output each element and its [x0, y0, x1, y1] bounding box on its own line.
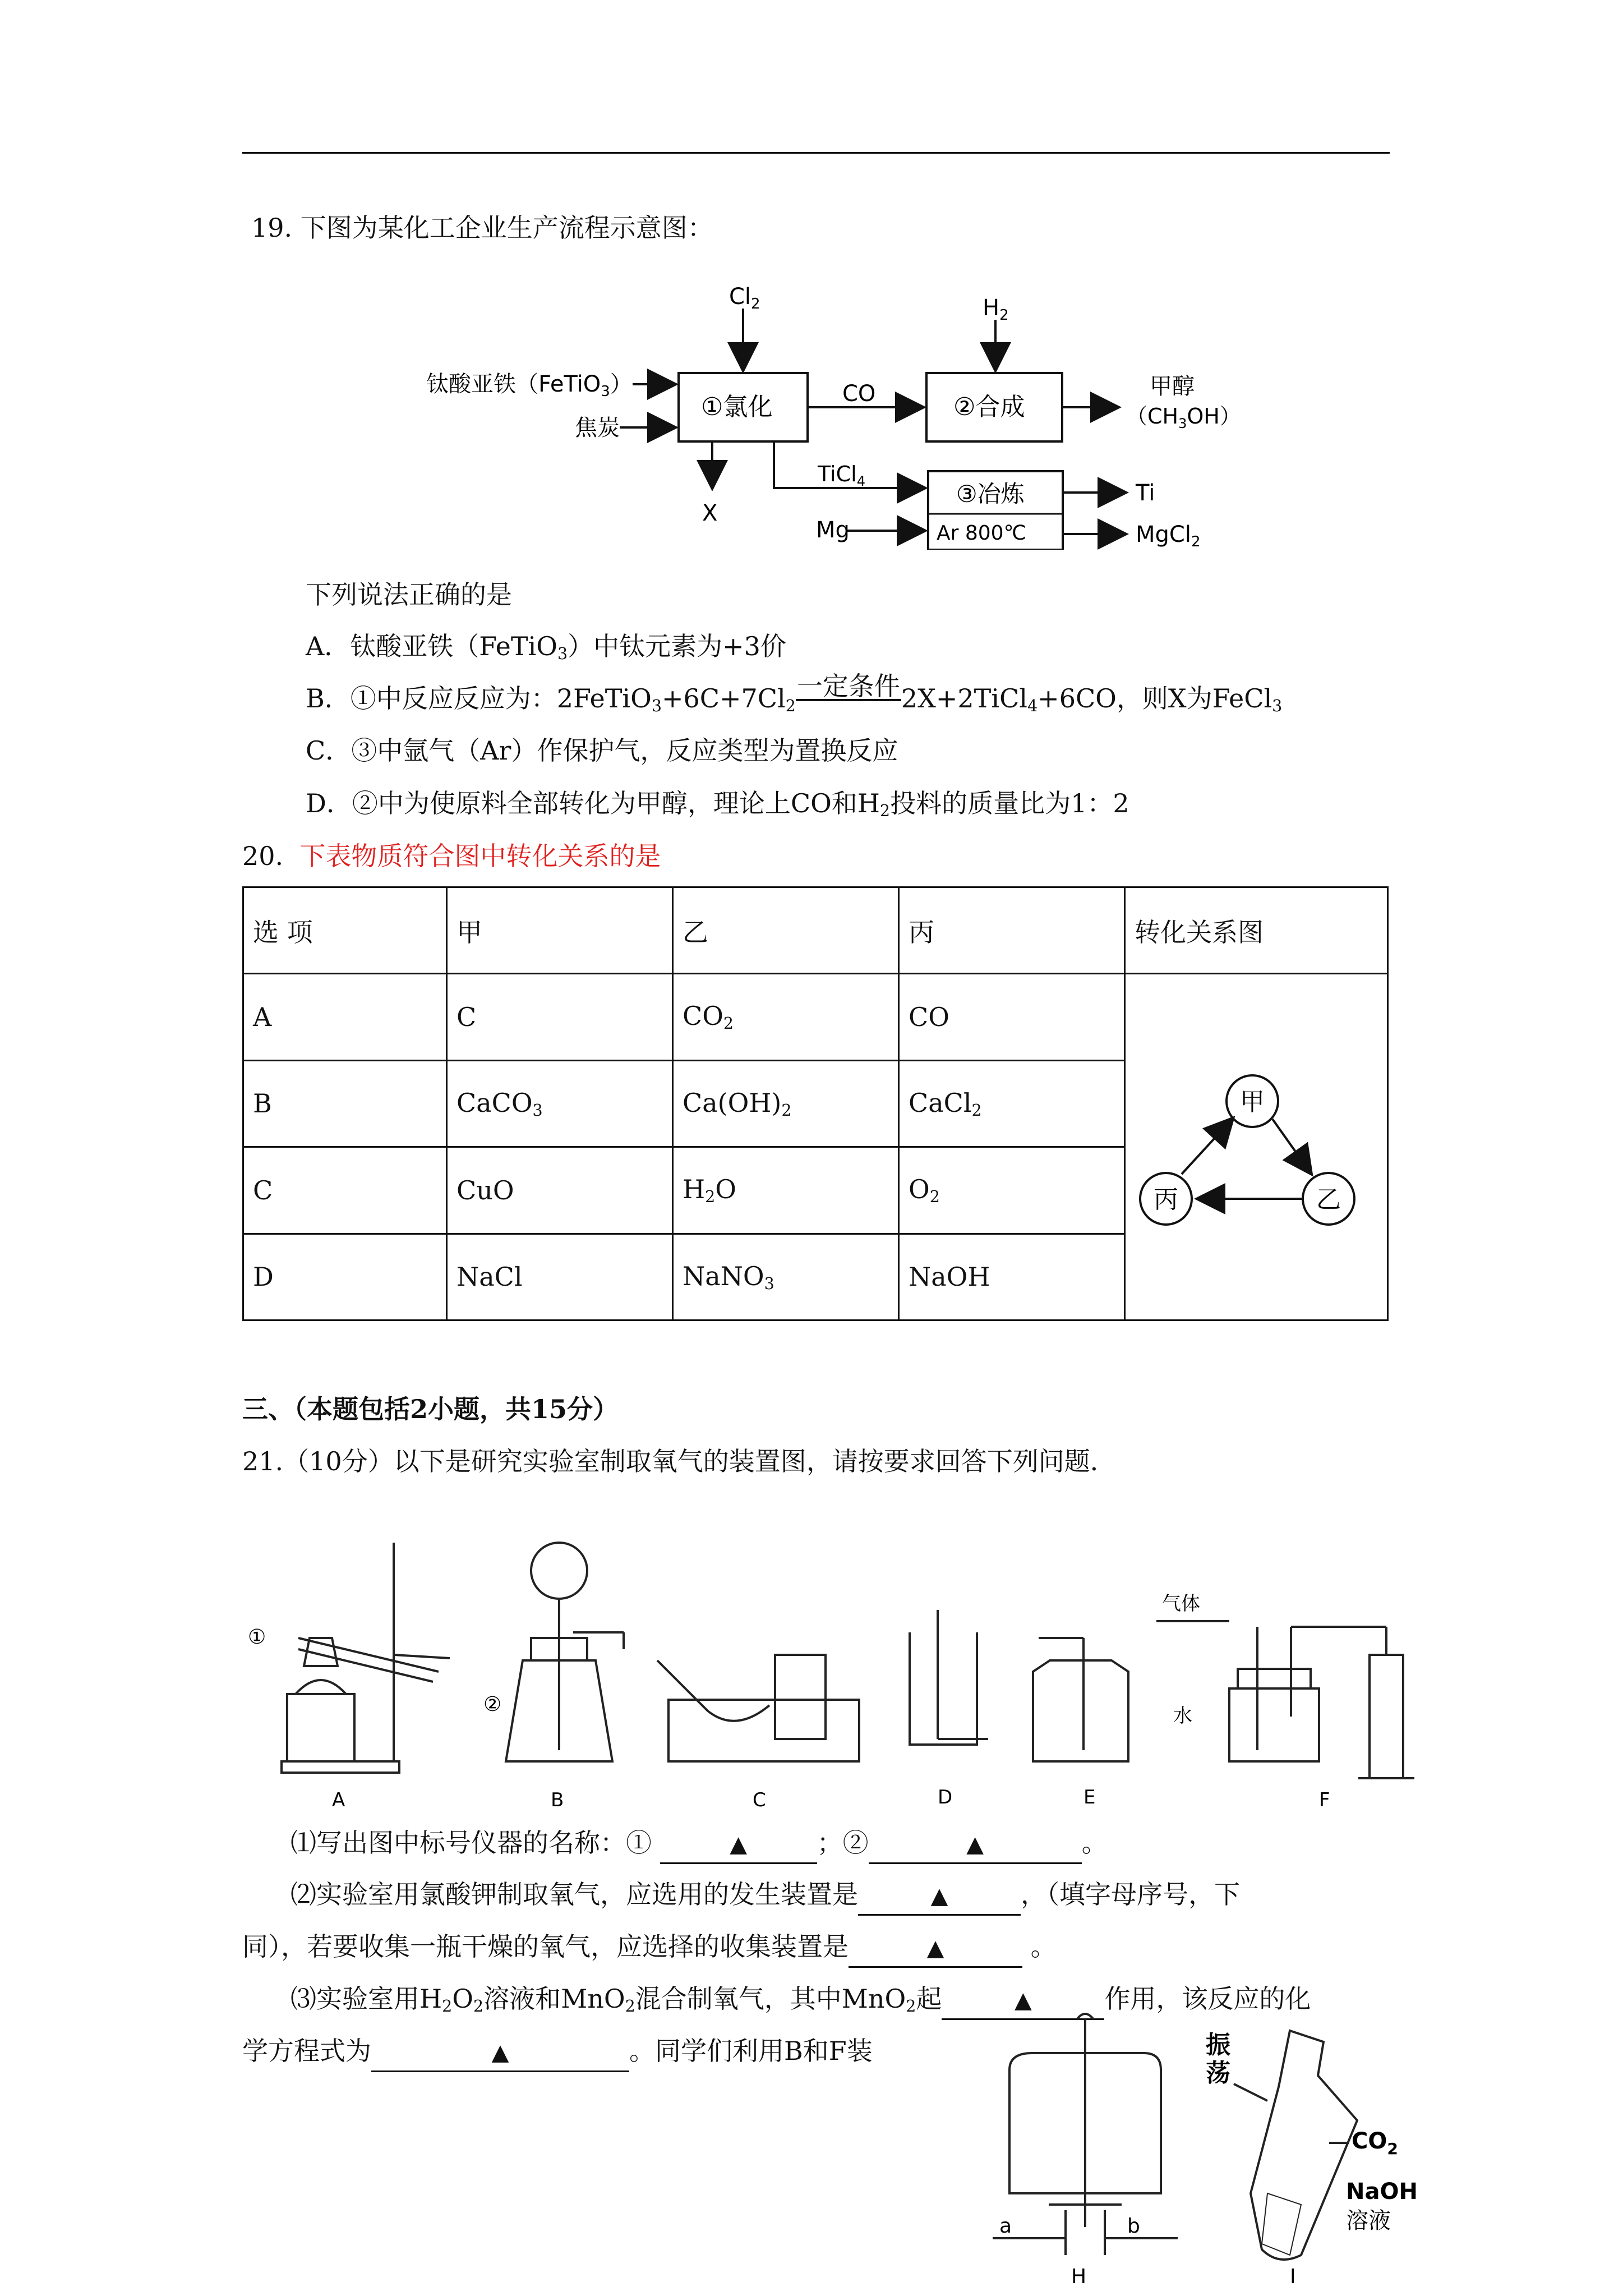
svg-text:C: C	[753, 1789, 766, 1811]
svg-text:A: A	[332, 1789, 345, 1811]
cell: $H_2O$	[673, 1147, 899, 1234]
header-yi: 乙	[673, 887, 899, 974]
svg-text:振: 振	[1206, 2031, 1230, 2059]
svg-text:I: I	[1290, 2265, 1296, 2288]
svg-text:Cl2: $Cl_2$	[729, 284, 760, 312]
svg-text:NaOH: NaOH	[1346, 2179, 1418, 2205]
svg-text:甲醇: 甲醇	[1150, 374, 1195, 399]
cell: CaCl$_2$	[899, 1060, 1125, 1147]
svg-text:H2: $H_2$	[983, 295, 1009, 324]
q21-sub3-line2: 学方程式为 ▲ 。同学们利用B和F装	[242, 2033, 873, 2072]
svg-text:Ti: Ti	[1136, 480, 1155, 506]
header-diagram: 转化关系图	[1125, 887, 1388, 974]
answer-blank-4[interactable]: ▲	[849, 1929, 1022, 1968]
cell: CaCO$_3$	[447, 1060, 673, 1147]
cycle-diagram-cell	[1125, 974, 1388, 1320]
svg-text:②合成: ②合成	[953, 393, 1025, 421]
svg-text:②: ②	[483, 1693, 502, 1716]
answer-blank-1[interactable]: ▲	[660, 1825, 817, 1864]
table-header-row	[243, 887, 1388, 974]
svg-text:MgCl2: MgCl$_2$	[1136, 522, 1201, 550]
cell: NaOH	[899, 1234, 1125, 1320]
svg-text:B: B	[551, 1789, 564, 1811]
answer-blank-2[interactable]: ▲	[869, 1825, 1082, 1864]
svg-text:（CH3OH）: $(CH_3OH)$	[1126, 404, 1241, 431]
q21-sub2-line1: ⑵实验室用氯酸钾制取氧气，应选用的发生装置是 ▲ ，（填字母序号，下	[291, 1876, 1240, 1916]
svg-text:甲: 甲	[1240, 1088, 1265, 1116]
svg-text:Mg: Mg	[816, 517, 850, 543]
cell: B	[243, 1060, 447, 1147]
q19-flow-diagram	[415, 280, 1256, 550]
header-rule	[242, 152, 1390, 154]
answer-blank-3[interactable]: ▲	[858, 1876, 1021, 1916]
svg-text:③冶炼: ③冶炼	[956, 480, 1025, 508]
q19-stem: 19. 下图为某化工企业生产流程示意图：	[251, 213, 713, 243]
cell: CO	[899, 974, 1125, 1061]
svg-text:气体: 气体	[1162, 1593, 1200, 1615]
q19-option-c: C．③中氩气（Ar）作保护气，反应类型为置换反应	[306, 735, 898, 766]
svg-text:D: D	[938, 1786, 953, 1809]
q19-option-b: B．①中反应反应为：$2FeTiO_3+6C+7Cl_2$一定条件2X+2TiCl$_4$+6CO，则X为FeCl$_3$	[306, 671, 1283, 716]
q21-sub3-line1: ⑶实验室用$H_2O_2$溶液和MnO$_2$混合制氧气，其中MnO$_2$起 ▲ 作用，该反应的化	[291, 1981, 1311, 2024]
header-bing: 丙	[899, 887, 1125, 974]
header-option: 选 项	[243, 887, 447, 974]
header-jia: 甲	[447, 887, 673, 974]
cell: $O_2$	[899, 1147, 1125, 1234]
svg-text:乙: 乙	[1316, 1185, 1341, 1214]
q21-sub2-line2: 同），若要收集一瓶干燥的氧气，应选择的收集装置是 ▲ 。	[242, 1929, 1057, 1968]
svg-text:焦炭: 焦炭	[575, 415, 620, 441]
reaction-condition: 一定条件	[796, 671, 900, 701]
svg-text:①氯化: ①氯化	[701, 393, 773, 421]
cycle-diagram	[1126, 974, 1384, 1313]
cell: C	[243, 1147, 447, 1234]
q19-option-d: D．②中为使原料全部转化为甲醇，理论上CO和$H_2$投料的质量比为1：2	[306, 788, 1129, 821]
svg-text:荡: 荡	[1206, 2059, 1230, 2087]
cell: A	[243, 974, 447, 1061]
cell: $CO_2$	[673, 974, 899, 1061]
svg-text:钛酸亚铁（FeTiO3）: 钛酸亚铁（FeTiO$_3$）	[426, 371, 633, 400]
cell: C	[447, 974, 673, 1061]
q21-apparatus-diagram	[242, 1526, 1420, 1818]
svg-text:F: F	[1319, 1789, 1330, 1811]
svg-text:溶液: 溶液	[1346, 2208, 1391, 2234]
svg-text:TiCl4: TiCl$_4$	[818, 462, 865, 489]
q21-apparatus-h-i	[987, 2008, 1453, 2289]
cell: NaCl	[447, 1234, 673, 1320]
svg-text:CO2: $CO_2$	[1352, 2128, 1398, 2158]
svg-text:①: ①	[248, 1626, 266, 1649]
q21-stem: 21.（10分）以下是研究实验室制取氧气的装置图，请按要求回答下列问题．	[242, 1446, 1116, 1476]
q21-sub1: ⑴写出图中标号仪器的名称：① ▲ ；② ▲ 。	[291, 1825, 1108, 1864]
svg-text:X: X	[702, 500, 718, 526]
svg-text:Ar 800℃: Ar 800℃	[937, 522, 1027, 545]
svg-text:H: H	[1071, 2265, 1087, 2288]
svg-text:水: 水	[1173, 1705, 1192, 1727]
svg-text:b: b	[1127, 2215, 1140, 2238]
svg-text:CO: CO	[842, 381, 876, 407]
svg-text:a: a	[999, 2215, 1012, 2238]
answer-blank-6[interactable]: ▲	[371, 2033, 629, 2072]
table-row	[243, 974, 1388, 1061]
cell: NaNO$_3$	[673, 1234, 899, 1320]
section-3-heading: 三、（本题包括2小题，共15分）	[242, 1394, 619, 1424]
answer-blank-5[interactable]: ▲	[942, 1981, 1104, 2020]
q20-stem: 20. 下表物质符合图中转化关系的是	[242, 841, 661, 871]
svg-text:丙: 丙	[1154, 1185, 1178, 1214]
cell: CuO	[447, 1147, 673, 1234]
cell: $Ca(OH)_2$	[673, 1060, 899, 1147]
q19-option-a: A．钛酸亚铁（FeTiO$_3$）中钛元素为+3价	[306, 631, 786, 664]
svg-text:E: E	[1083, 1786, 1096, 1809]
cell: D	[243, 1234, 447, 1320]
q20-table	[242, 886, 1389, 1321]
q19-prompt: 下列说法正确的是	[306, 579, 512, 610]
